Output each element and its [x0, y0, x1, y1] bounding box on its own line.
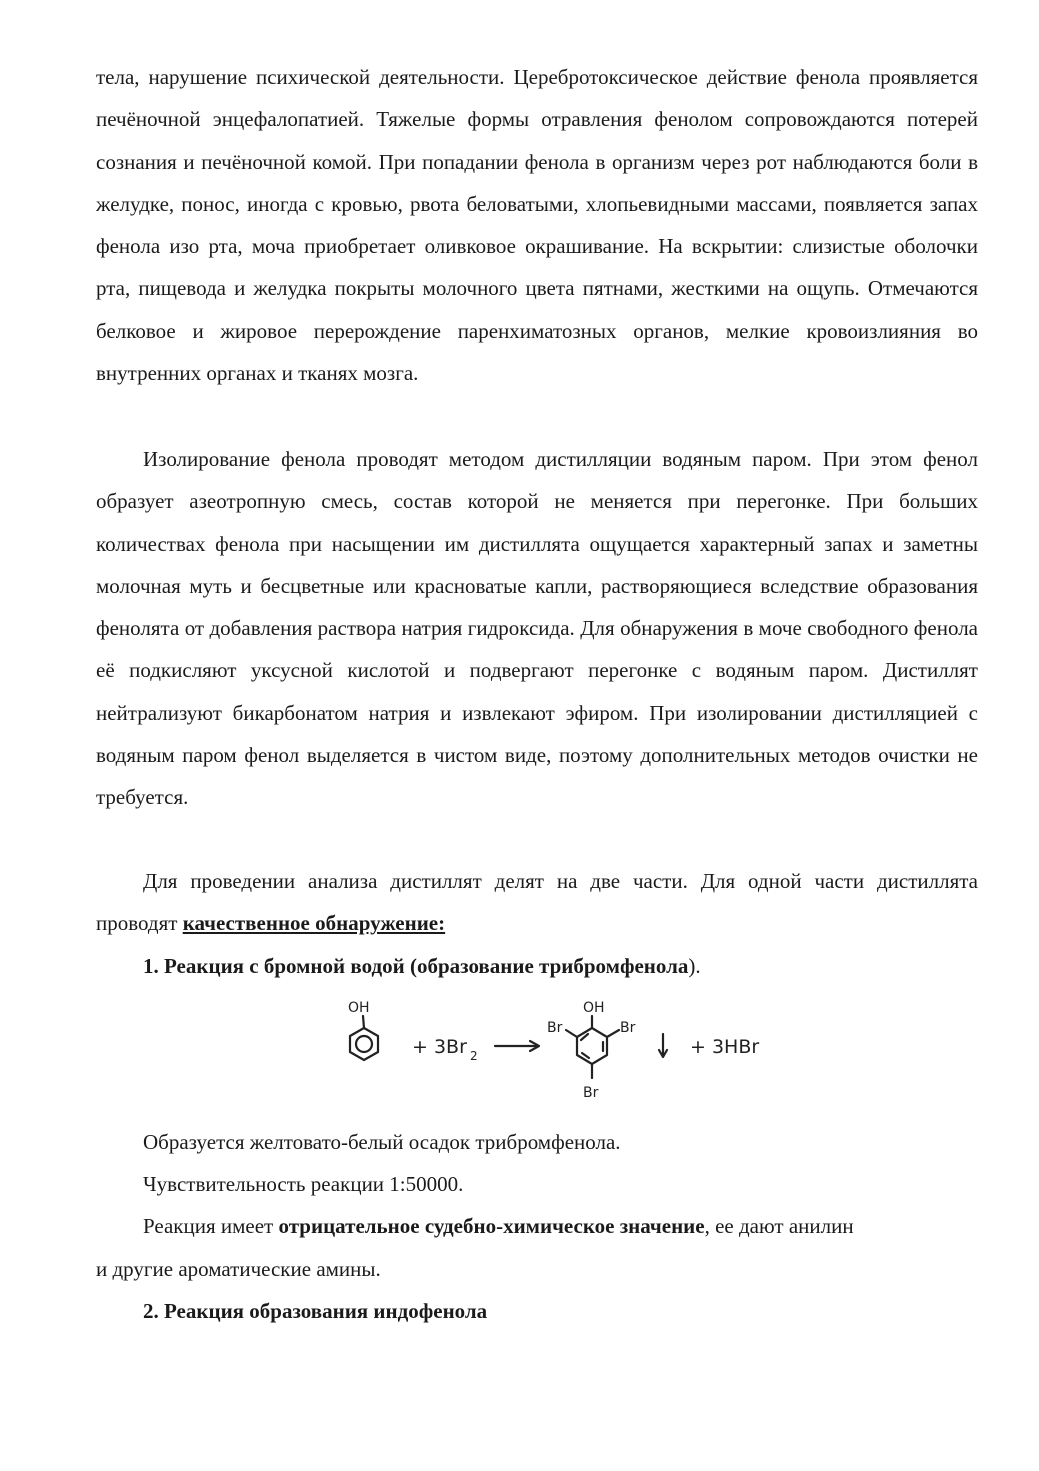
- reaction-1-heading-bold: 1. Реакция с бромной водой (образование трибромфенола: [143, 954, 689, 978]
- reagent-bromine-subscript: 2: [470, 1049, 478, 1063]
- tribromophenol-inner-bond-3: [582, 1053, 589, 1058]
- note-end: , ее дают анилин: [704, 1214, 854, 1238]
- reaction-2-heading: 2. Реакция образования индофенола: [143, 1299, 488, 1323]
- note-bold: отрицательное судебно-химическое значение: [278, 1214, 705, 1238]
- reaction-1-result: Образуется желтовато-белый осадок трибромфенола.: [143, 1130, 621, 1154]
- paragraph-analysis-intro: [96, 860, 978, 945]
- bromination-reaction-scheme: [330, 990, 820, 1120]
- reagent-bromine: + 3Br: [412, 1036, 467, 1058]
- tribromophenol-oh-label: OH: [583, 1000, 605, 1016]
- br-left-bond: [566, 1030, 577, 1037]
- phenol-ring: [350, 1028, 378, 1060]
- phenol-structure: [348, 1000, 378, 1060]
- phenol-ring-circle: [356, 1036, 372, 1052]
- br-bottom-label: Br: [583, 1085, 599, 1101]
- qualitative-detection-underlined: качественное обнаружение:: [182, 911, 446, 936]
- reaction-1-sensitivity: Чувствительность реакции 1:50000.: [143, 1172, 464, 1196]
- br-right-label: Br: [620, 1020, 636, 1036]
- br-right-bond: [607, 1030, 619, 1037]
- reaction-1-heading: [143, 945, 701, 987]
- paragraph-phenol-isolation: Изолирование фенола проводят методом дистилляции водяным паром. При этом фенол образует азеотропную смесь, состав которой не меняется при перегонке. При больших количествах фенола при насыщении им дистиллята ощущается характерный запах и заметны молочная муть и бесцветные или красноватые капли, растворяющиеся вследствие образования фенолята от добавления раствора натрия гидроксида. Для обнаружения в моче свободного фенола её подкисляют уксусной кислотой и подвергают перегонке с водяным паром. Дистиллят нейтрализуют бикарбонатом натрия и извлекают эфиром. При изолировании дистилляцией с водяным паром фенол выделяется в чистом виде, поэтому дополнительных методов очистки не требуется.: [96, 447, 978, 810]
- note-start: Реакция имеет: [143, 1214, 279, 1238]
- analysis-intro-text: Для проведении анализа дистиллят делят на две части. Для одной части дистиллята проводят: [96, 869, 978, 936]
- br-left-label: Br: [547, 1020, 563, 1036]
- product-hbr: + 3HBr: [690, 1036, 760, 1058]
- reaction-1-heading-tail: ).: [688, 954, 701, 978]
- reaction-1-note-line2: и другие ароматические амины.: [96, 1257, 381, 1281]
- reaction-1-note: [143, 1205, 854, 1247]
- phenol-oh-label: OH: [348, 1000, 370, 1016]
- tribromophenol-structure: [547, 1000, 636, 1101]
- phenol-oh-bond: [363, 1016, 364, 1028]
- paragraph-phenol-poisoning: тела, нарушение психической деятельности. Церебротоксическое действие фенола проявляется печёночной энцефалопатией. Тяжелые формы отравления фенолом сопровождаются потерей сознания и печёночной комой. При попадании фенола в организм через рот наблюдаются боли в желудке, понос, иногда с кровью, рвота беловатыми, хлопьевидными массами, появляется запах фенола изо рта, моча приобретает оливковое окрашивание. На вскрытии: слизистые оболочки рта, пищевода и желудка покрыты молочного цвета пятнами, жесткими на ощупь. Отмечаются белковое и жировое перерождение паренхиматозных органов, мелкие кровоизлияния во внутренних органах и тканях мозга.: [96, 65, 978, 386]
